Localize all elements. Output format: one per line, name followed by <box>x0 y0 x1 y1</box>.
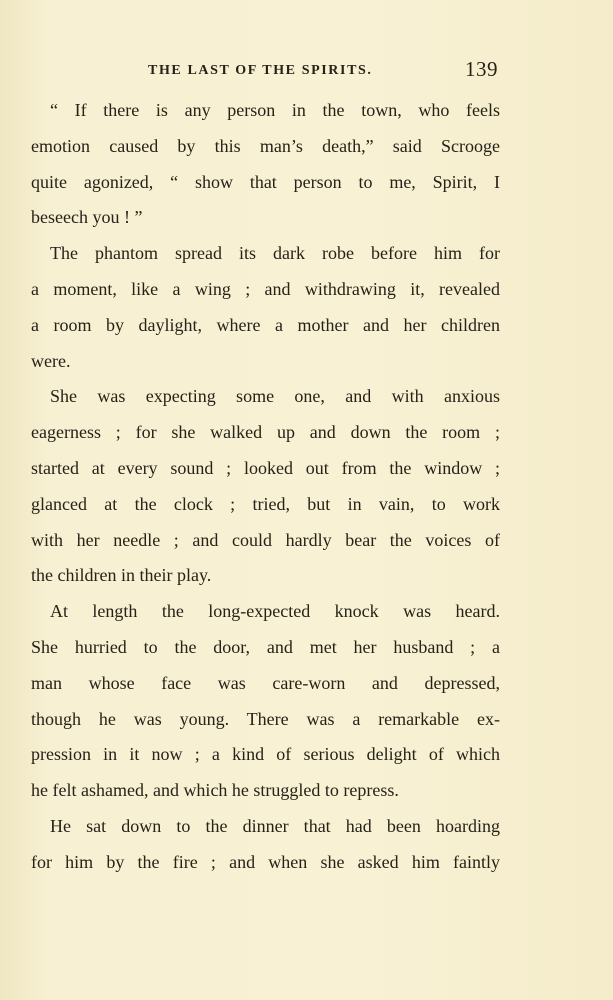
text-line: he felt ashamed, and which he struggled to repress. <box>31 780 399 801</box>
text-line: quite agonized, “ show that person to me, Spirit, I <box>31 171 500 192</box>
text-line: She was expecting some one, and with anxious <box>50 386 500 407</box>
text-line: the children in their play. <box>31 565 212 586</box>
text-line: pression in it now ; a kind of serious delight of which <box>31 744 500 765</box>
text-line: for him by the fire ; and when she asked him faintly <box>31 851 500 872</box>
running-head <box>0 57 613 84</box>
text-line: She hurried to the door, and met her husband ; a <box>31 636 500 657</box>
text-line: emotion caused by this man’s death,” said Scrooge <box>31 135 500 156</box>
body-text <box>31 93 500 881</box>
text-line: man whose face was care-worn and depressed, <box>31 672 500 693</box>
text-line: eagerness ; for she walked up and down the room ; <box>31 422 500 443</box>
text-line: a room by daylight, where a mother and her children <box>31 314 500 335</box>
text-line: “ If there is any person in the town, who feels <box>50 100 500 120</box>
text-line: started at every sound ; looked out from the window ; <box>31 457 500 478</box>
text-line: with her needle ; and could hardly bear the voices of <box>31 529 500 550</box>
text-line: were. <box>31 350 71 371</box>
text-line: beseech you ! ” <box>31 207 143 228</box>
text-line: glanced at the clock ; tried, but in vain, to work <box>31 493 500 514</box>
text-line: At length the long-expected knock was heard. <box>50 601 500 622</box>
page-number: 139 <box>465 57 498 81</box>
running-title: THE LAST OF THE SPIRITS. <box>148 63 373 78</box>
text-line: though he was young. There was a remarkable ex- <box>31 708 500 729</box>
text-line: a moment, like a wing ; and withdrawing it, revealed <box>31 278 500 299</box>
text-line: The phantom spread its dark robe before him for <box>50 243 500 264</box>
text-line: He sat down to the dinner that had been hoarding <box>50 815 500 836</box>
